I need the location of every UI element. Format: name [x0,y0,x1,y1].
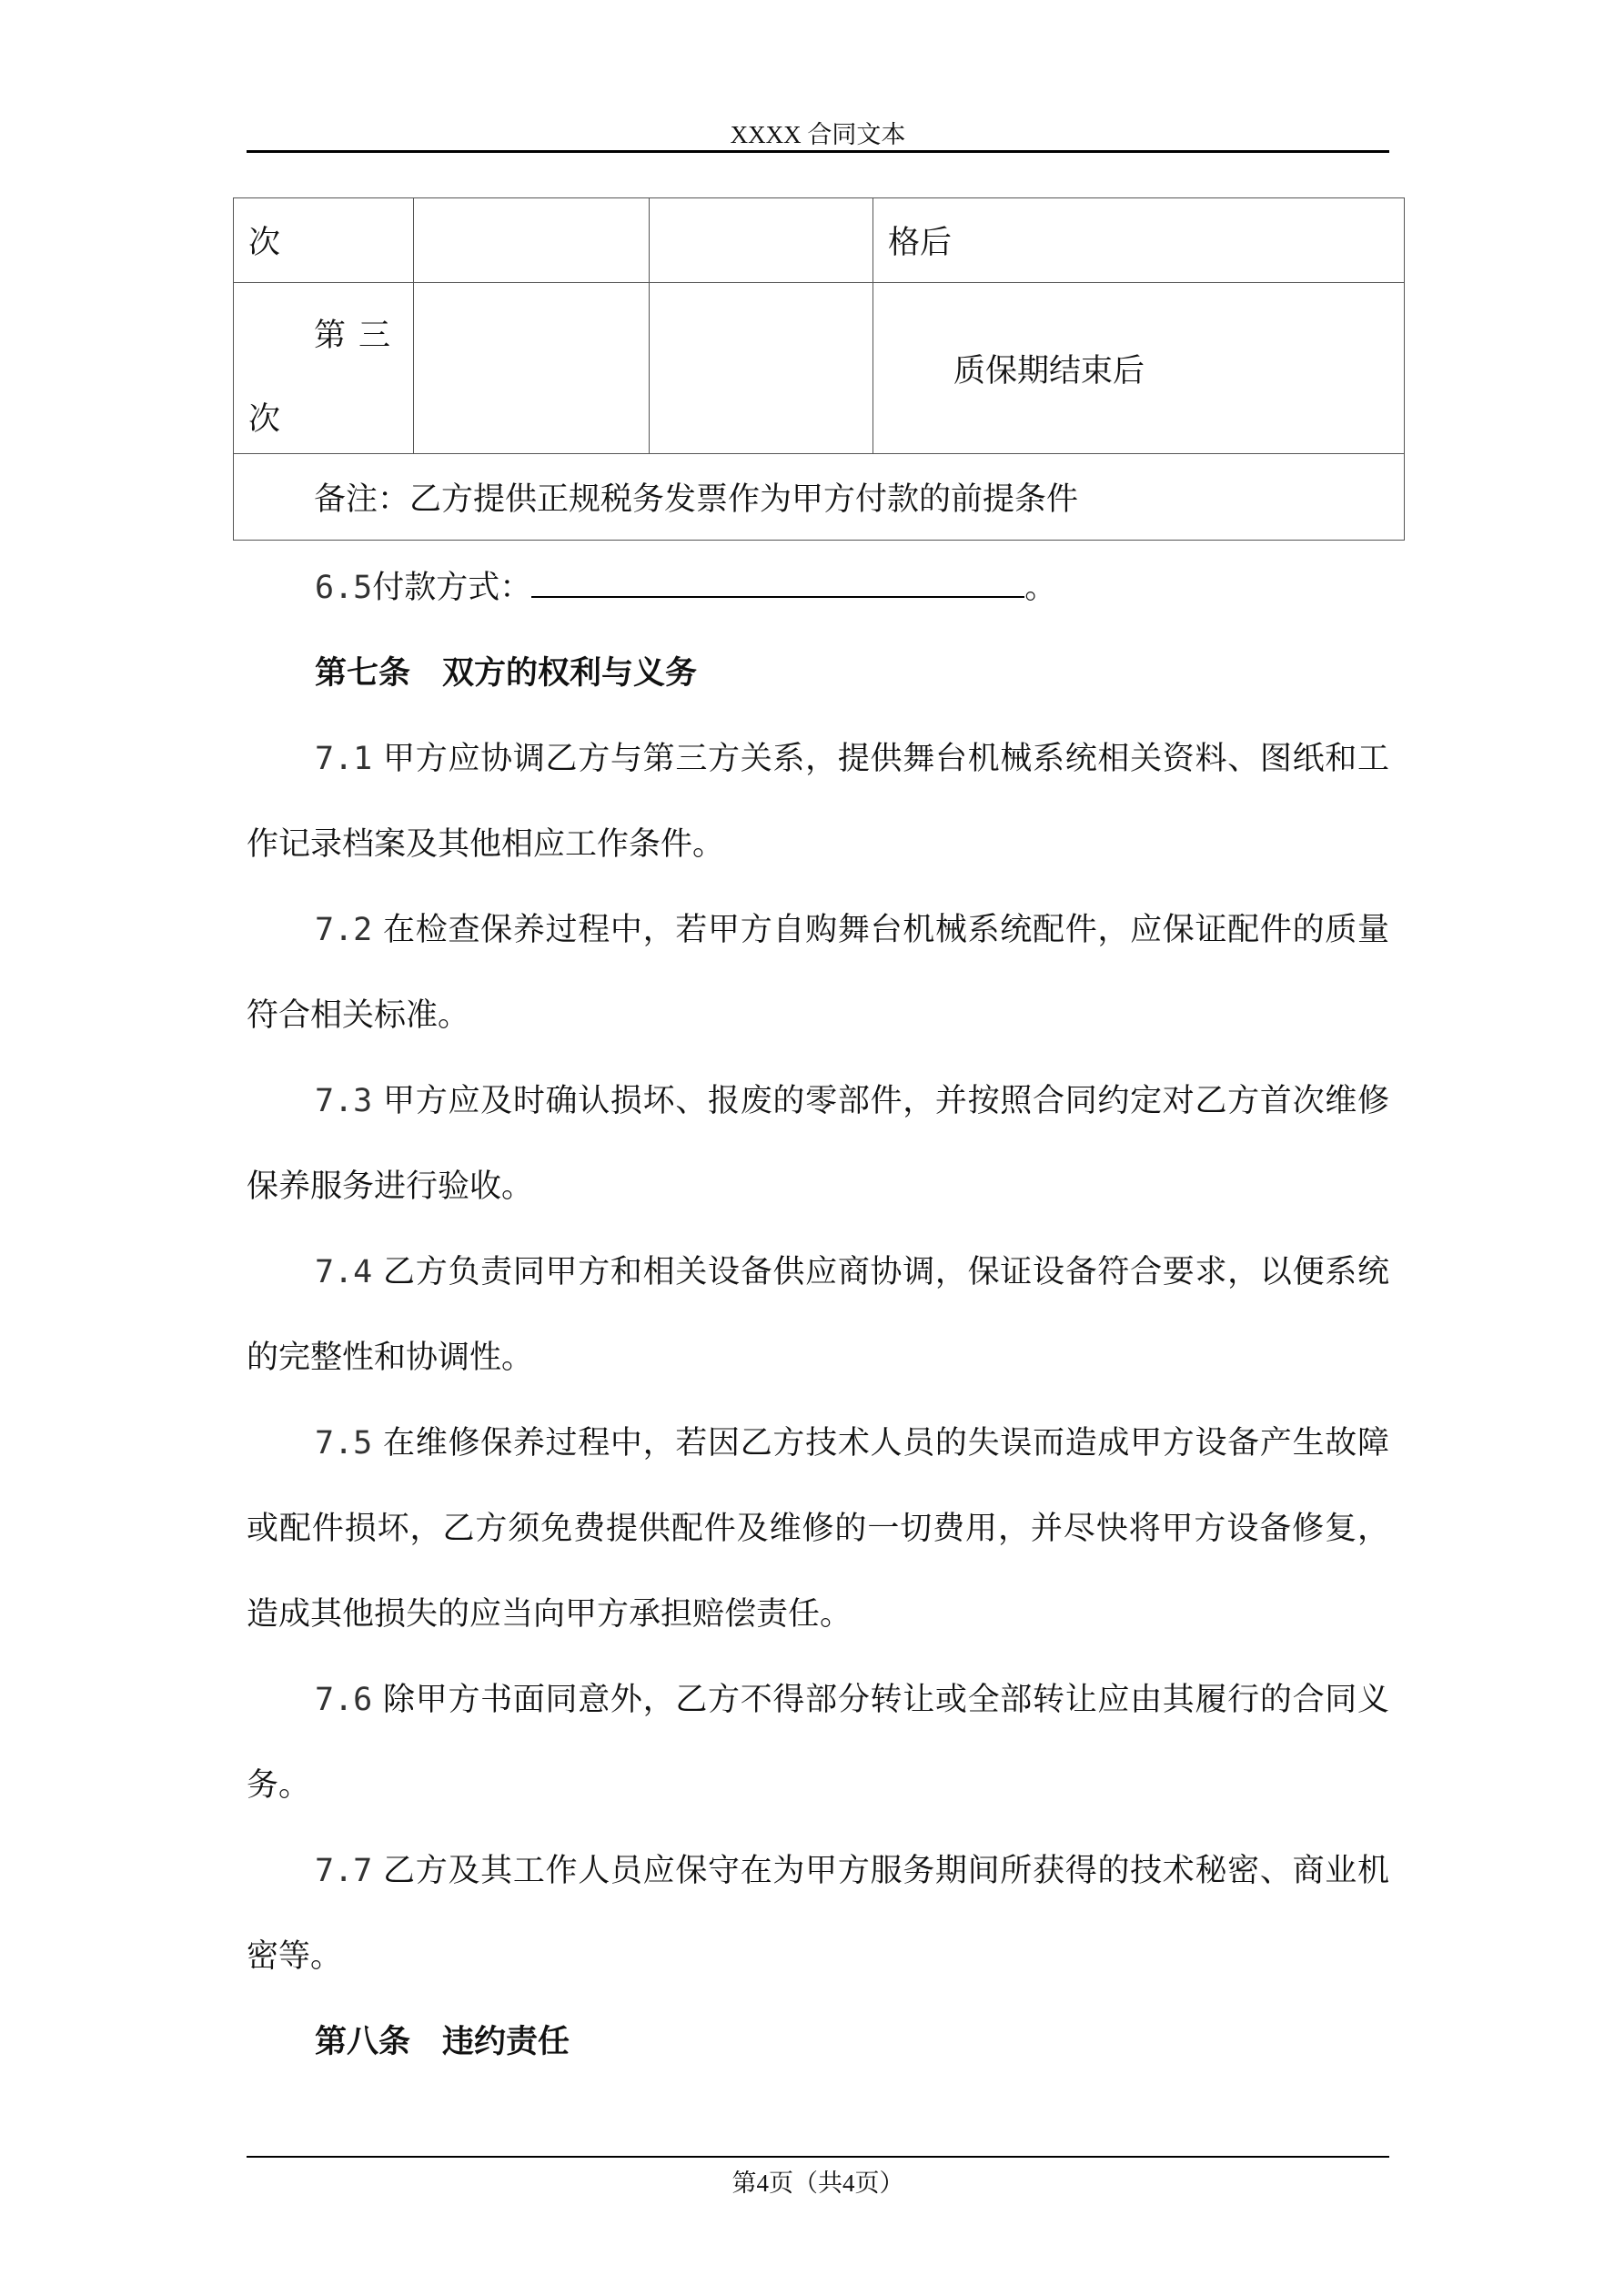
table-cell [650,283,873,454]
cell-text: 第三 [314,318,404,354]
table-row [234,454,1405,541]
clause-text: 乙方负责同甲方和相关设备供应商协调，保证设备符合要求，以便系统的完整性和协调性。 [247,1254,1389,1376]
table-cell [414,283,650,454]
clause-text: 付款方式： [372,570,532,606]
clause-paragraph [247,1828,1389,1999]
period: 。 [1024,570,1057,606]
clause-text: 在检查保养过程中，若甲方自购舞台机械系统配件，应保证配件的质量符合相关标准。 [247,912,1389,1034]
article-7-clauses [247,716,1389,1999]
table-cell [234,283,414,454]
clause-number: 7.4 [315,1254,373,1290]
page-number: 第4页（共4页） [731,2170,904,2197]
clause-paragraph [247,1229,1389,1401]
clause-number: 7.7 [315,1853,373,1889]
clause-number: 7.6 [315,1682,373,1718]
table-note: 备注：乙方提供正规税务发票作为甲方付款的前提条件 [234,454,1405,541]
payment-schedule-table [233,197,1405,541]
clause-text: 乙方及其工作人员应保守在为甲方服务期间所获得的技术秘密、商业机密等。 [247,1853,1389,1975]
clause-text: 除甲方书面同意外，乙方不得部分转让或全部转让应由其履行的合同义务。 [247,1682,1389,1804]
article-7-heading: 第七条 双方的权利与义务 [315,655,698,692]
page-header-title: XXXX 合同文本 [730,121,906,148]
clause-text: 在维修保养过程中，若因乙方技术人员的失误而造成甲方设备产生故障或配件损坏，乙方须免费提供配件及维修的一切费用，并尽快将甲方设备修复，造成其他损失的应当向甲方承担赔偿责任。 [247,1425,1389,1633]
clause-paragraph [247,1058,1389,1229]
table-row [234,283,1405,454]
table-row [234,198,1405,283]
clause-number: 7.5 [315,1425,373,1462]
footer-rule [247,2156,1389,2158]
table-cell: 格后 [873,198,1405,283]
payment-method-blank [531,569,1024,598]
paragraph-6-5 [247,545,1389,631]
clause-paragraph [247,1657,1389,1828]
clause-number: 6.5 [315,570,373,606]
table-cell: 次 [234,198,414,283]
clause-number: 7.2 [315,912,373,948]
cell-text: 次 [248,401,281,438]
article-8-heading: 第八条 违约责任 [315,2024,570,2060]
table-cell [414,198,650,283]
clause-paragraph [247,1401,1389,1657]
header-rule [247,150,1389,153]
table-cell: 质保期结束后 [873,283,1405,454]
table-cell [650,198,873,283]
clause-text: 甲方应及时确认损坏、报废的零部件，并按照合同约定对乙方首次维修保养服务进行验收。 [247,1083,1389,1205]
clause-number: 7.1 [315,741,373,777]
document-body [247,545,1389,2085]
clause-paragraph [247,887,1389,1058]
clause-paragraph [247,716,1389,887]
clause-number: 7.3 [315,1083,373,1119]
clause-text: 甲方应协调乙方与第三方关系，提供舞台机械系统相关资料、图纸和工作记录档案及其他相应工作条件。 [247,741,1389,863]
